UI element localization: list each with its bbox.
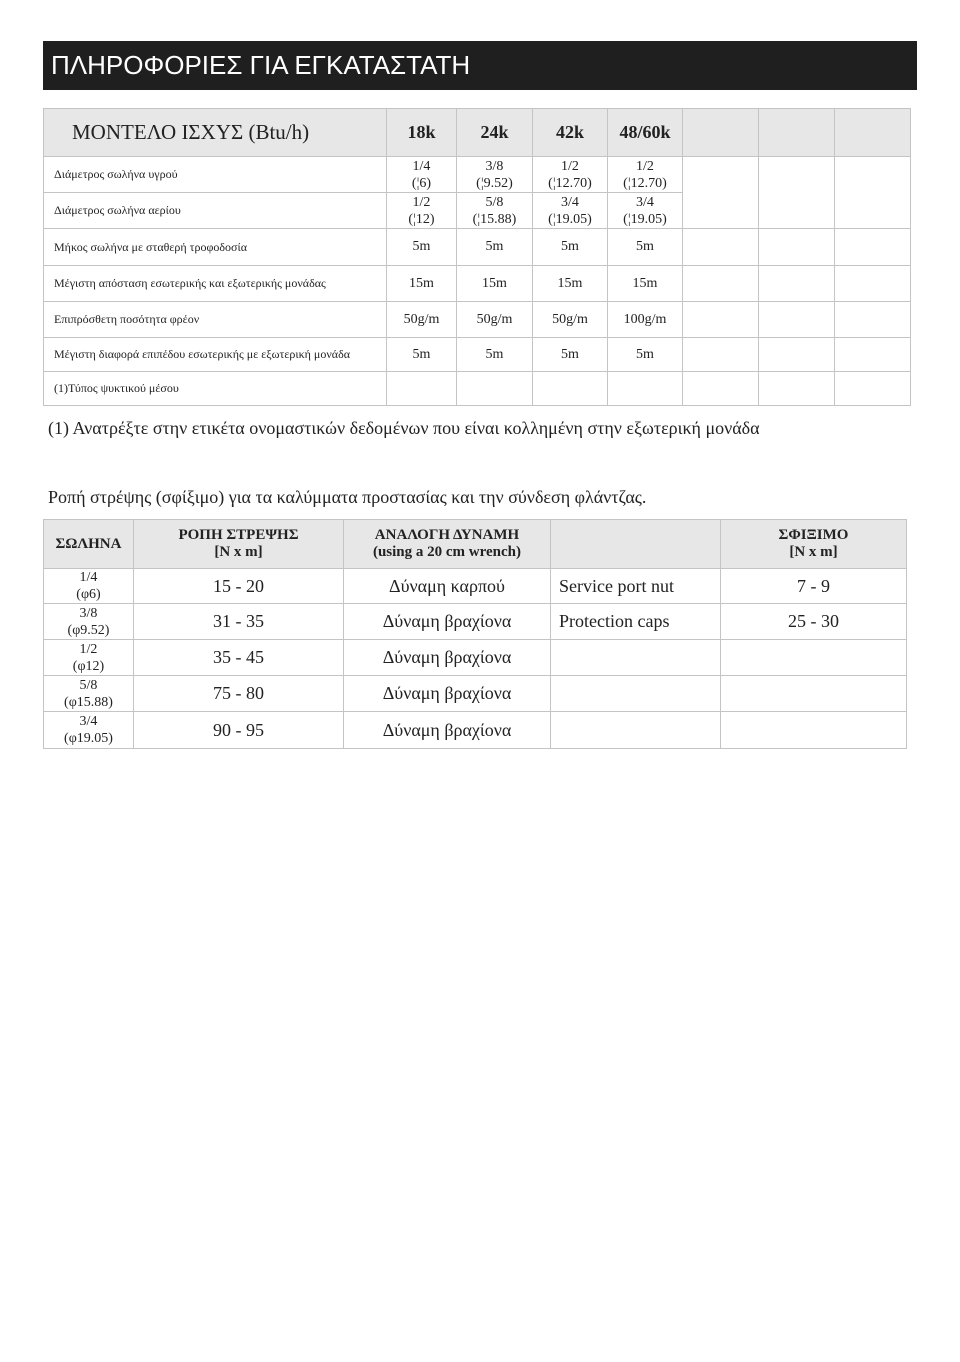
gas-value: 3/4 (¦19.05) (533, 193, 608, 229)
max-height-label: Μέγιστη διαφορά επιπέδου εσωτερικής με εξωτερική μονάδα (44, 338, 387, 372)
liquid-value: 1/2 (¦12.70) (533, 157, 608, 193)
col-header: 48/60k (608, 109, 683, 157)
max-distance-row: Μέγιστη απόσταση εσωτερικής και εξωτερικής μονάδας 15m 15m 15m 15m (44, 266, 911, 302)
pipe-length-label: Μήκος σωλήνα με σταθερή τροφοδοσία (44, 229, 387, 266)
model-label: ΜΟΝΤΕΛΟ ΙΣΧΥΣ (Btu/h) (44, 109, 387, 157)
gas-label: Διάμετρος σωλήνα αερίου (44, 193, 387, 229)
spec-table (43, 108, 911, 406)
liquid-row (44, 157, 911, 193)
torque-section-title: Ροπή στρέψης (σφίξιμο) για τα καλύμματα προστασίας και την σύνδεση φλάντζας. (48, 487, 647, 507)
extra-refrigerant-row: Επιπρόσθετη ποσότητα φρέον 50g/m 50g/m 50g/m 100g/m (44, 302, 911, 338)
table-row: 3/4 (φ19.05) 90 - 95 Δύναμη βραχίονα (44, 712, 907, 749)
page-title: ΠΛΗΡΟΦΟΡΙΕΣ ΓΙΑ ΕΓΚΑΤΑΣΤΑΤΗ (43, 41, 917, 90)
refrigerant-type-label: (1)Τύπος ψυκτικού μέσου (44, 372, 387, 406)
liquid-value: 1/4 (¦6) (387, 157, 457, 193)
table-row: 3/8 (φ9.52) 31 - 35 Δύναμη βραχίονα Protection caps 25 - 30 (44, 604, 907, 640)
max-distance-label: Μέγιστη απόσταση εσωτερικής και εξωτερικής μονάδας (44, 266, 387, 302)
liquid-value: 3/8 (¦9.52) (457, 157, 533, 193)
gas-value: 1/2 (¦12) (387, 193, 457, 229)
max-height-row: Μέγιστη διαφορά επιπέδου εσωτερικής με εξωτερική μονάδα 5m 5m 5m 5m (44, 338, 911, 372)
refrigerant-type-row (44, 372, 911, 406)
pipe-header: ΣΩΛΗΝΑ (44, 520, 134, 569)
extra-refrigerant-label: Επιπρόσθετη ποσότητα φρέον (44, 302, 387, 338)
torque-table (43, 519, 907, 749)
tighten-header: ΣΦΙΞΙΜΟ [N x m] (721, 520, 907, 569)
col-header: 18k (387, 109, 457, 157)
table-row: 1/4 (φ6) 15 - 20 Δύναμη καρπού Service port nut 7 - 9 (44, 569, 907, 604)
col-header: 24k (457, 109, 533, 157)
torque-header-row (44, 520, 907, 569)
col-header: 42k (533, 109, 608, 157)
gas-value: 3/4 (¦19.05) (608, 193, 683, 229)
pipe-length-row: Μήκος σωλήνα με σταθερή τροφοδοσία 5m 5m 5m 5m (44, 229, 911, 266)
torque-header: ΡΟΠΗ ΣΤΡΕΨΗΣ [N x m] (134, 520, 344, 569)
gas-value: 5/8 (¦15.88) (457, 193, 533, 229)
liquid-value: 1/2 (¦12.70) (608, 157, 683, 193)
table-row: 1/2 (φ12) 35 - 45 Δύναμη βραχίονα (44, 640, 907, 676)
force-header: ΑΝΑΛΟΓΗ ΔΥΝΑΜΗ (using a 20 cm wrench) (344, 520, 551, 569)
liquid-label: Διάμετρος σωλήνα υγρού (44, 157, 387, 193)
refrigerant-note: (1) Ανατρέξτε στην ετικέτα ονομαστικών δεδομένων που είναι κολλημένη στην εξωτερική μονάδα (48, 418, 760, 438)
spec-header-row (44, 109, 911, 157)
table-row: 5/8 (φ15.88) 75 - 80 Δύναμη βραχίονα (44, 676, 907, 712)
